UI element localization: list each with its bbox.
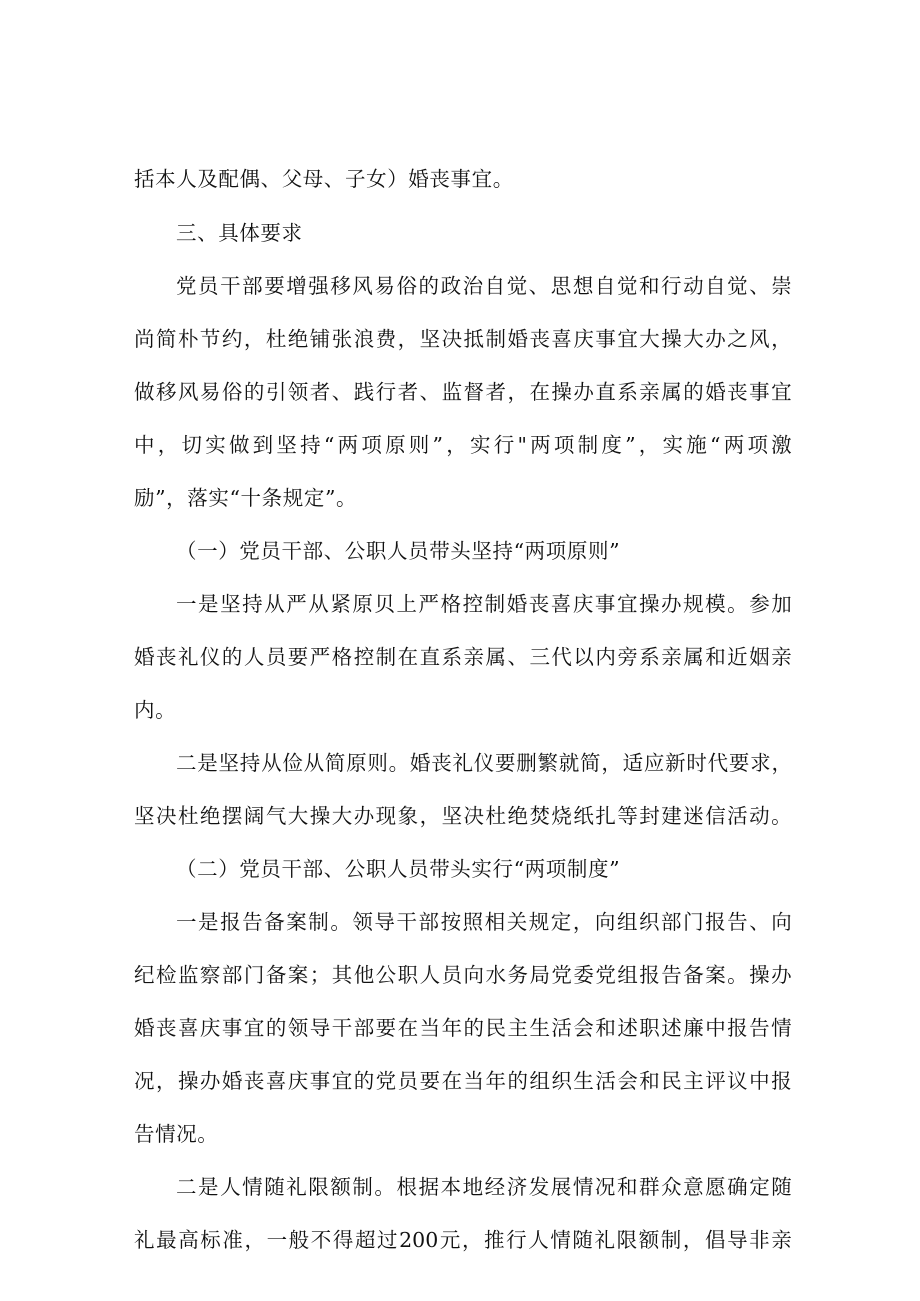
text-line-21: 礼 最 高 标 准 ， 一 般 不 得 超 过 200 元 ， 推 行 人 情 随 礼 限 额 制 ， 倡 导 非 亲 — [134, 1228, 792, 1252]
text-line-20: 二 是 人 情 随 礼 限 额 制 。 根 据 本 地 经 济 发 展 情 况 和 群 众 意 愿 确 定 随 — [176, 1175, 792, 1199]
text-line-10: 婚 丧 礼 仪 的 人 员 要 严 格 控 制 在 直 系 亲 属 、 三 代 以 内 旁 系 亲 属 和 近 姻 亲 — [134, 645, 792, 669]
text-line-4: 尚 简 朴 节 约 ， 杜 绝 铺 张 浪 费 ， 坚 决 抵 制 婚 丧 喜 庆 事 宜 大 操 大 办 之 风 ， — [134, 327, 792, 351]
subheading-two-systems: （二）党员干部、公职人员带头实行“两项制度” — [176, 857, 621, 881]
text-line-17: 婚 丧 喜 庆 事 宜 的 领 导 干 部 要 在 当 年 的 民 主 生 活 会 和 述 职 述 廉 中 报 告 情 — [134, 1016, 792, 1040]
section-heading-specific-requirements: 三、具体要求 — [176, 221, 303, 245]
text-line-19: 告情况。 — [134, 1122, 219, 1146]
text-line-1: 括本人及配偶、父母、子女）婚丧事宜。 — [134, 167, 514, 191]
text-line-13: 坚 决 杜 绝 摆 阔 气 大 操 大 办 现 象 ， 坚 决 杜 绝 焚 烧 纸 扎 等 封 建 迷 信 活 动 。 — [134, 804, 792, 828]
text-line-11: 内。 — [134, 698, 177, 722]
subheading-two-principles: （一）党员干部、公职人员带头坚持“两项原则” — [176, 539, 621, 563]
text-line-15: 一 是 报 告 备 案 制 。 领 导 干 部 按 照 相 关 规 定 ， 向 组 织 部 门 报 告 、 向 — [176, 910, 792, 934]
text-line-16: 纪 检 监 察 部 门 备 案 ； 其 他 公 职 人 员 向 水 务 局 党 委 党 组 报 告 备 案 。 操 办 — [134, 963, 792, 987]
text-line-12: 二 是 坚 持 从 俭 从 简 原 则 。 婚 丧 礼 仪 要 删 繁 就 简 ， 适 应 新 时 代 要 求 ， — [176, 751, 792, 775]
text-line-6: 中 ， 切 实 做 到 坚 持 “ 两 项 原 则 ” ， 实 行 " 两 项 制 度 ” ， 实 施 “ 两 项 激 — [134, 433, 792, 457]
text-line-18: 况 ， 操 办 婚 丧 喜 庆 事 宜 的 党 员 要 在 当 年 的 组 织 生 活 会 和 民 主 评 议 中 报 — [134, 1069, 792, 1093]
text-line-7: 励”，落实“十条规定”。 — [134, 486, 358, 510]
text-line-9: 一 是 坚 持 从 严 从 紧 原 贝 上 严 格 控 制 婚 丧 喜 庆 事 宜 操 办 规 模 。 参 加 — [176, 592, 792, 616]
text-line-3: 党 员 干 部 要 增 强 移 风 易 俗 的 政 治 自 觉 、 思 想 自 觉 和 行 动 自 觉 、 崇 — [176, 274, 792, 298]
text-line-5: 做 移 风 易 俗 的 引 领 者 、 践 行 者 、 监 督 者 ， 在 操 办 直 系 亲 属 的 婚 丧 事 宜 — [134, 380, 792, 404]
